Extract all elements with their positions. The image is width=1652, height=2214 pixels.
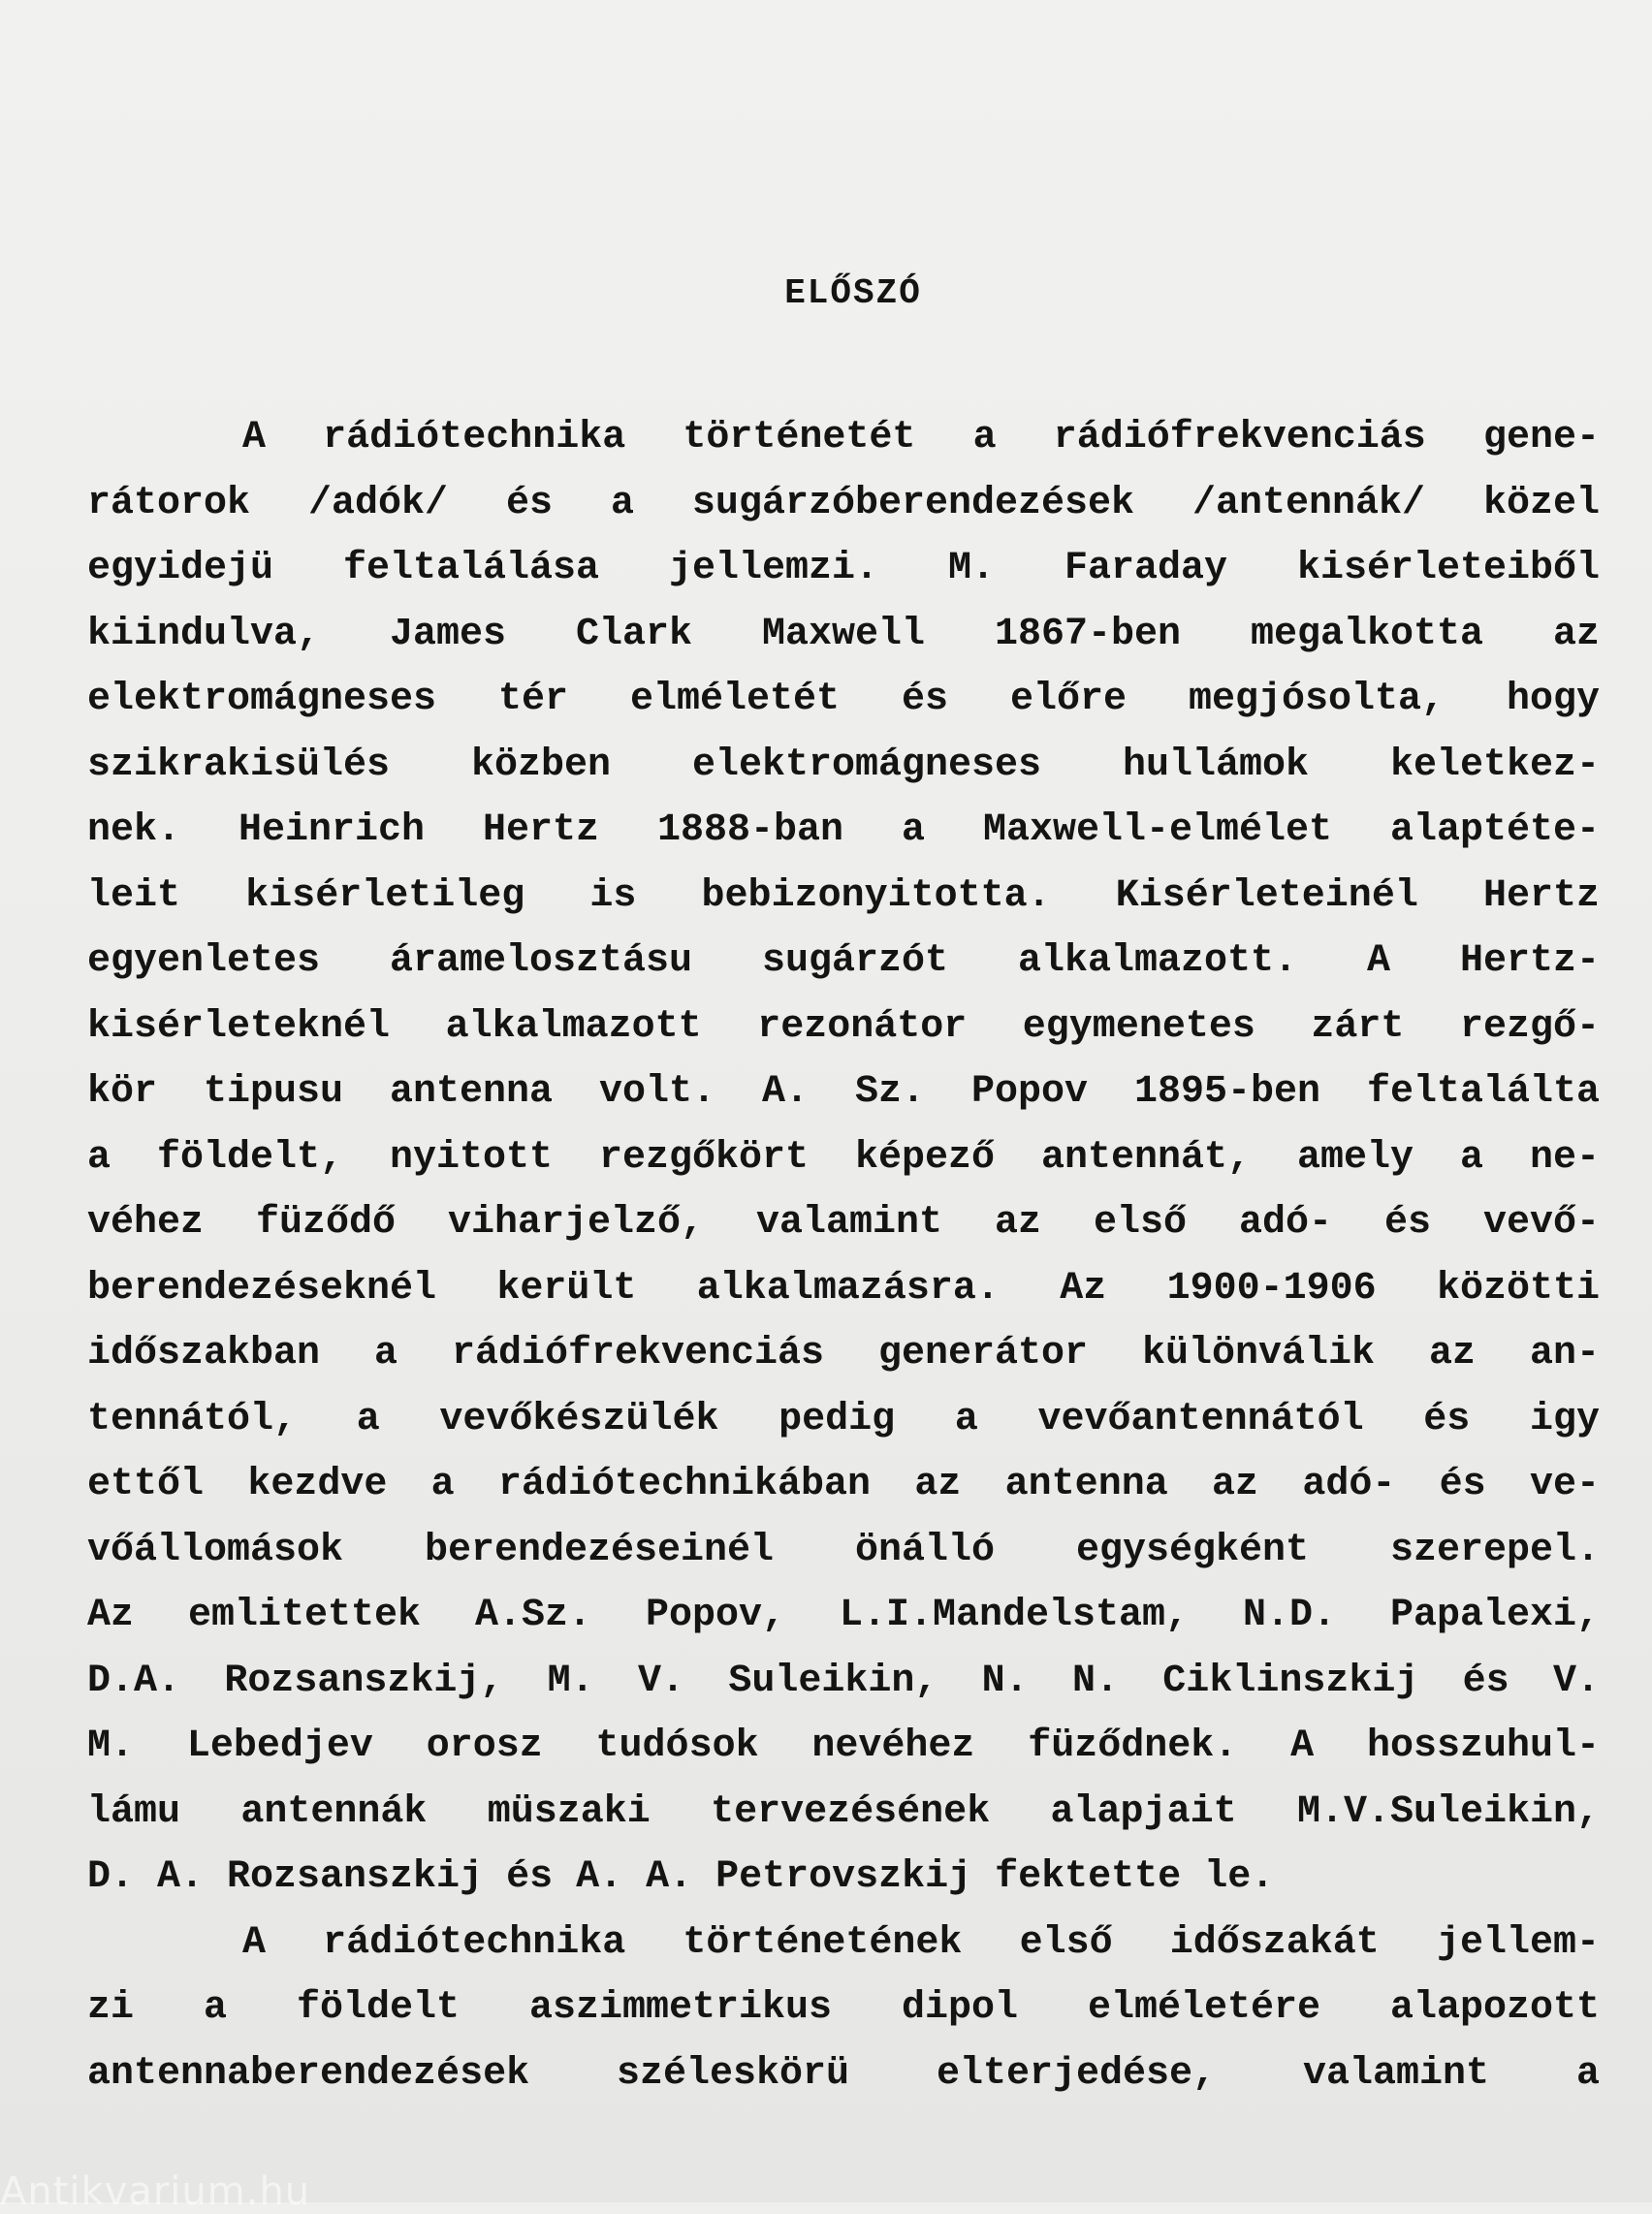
text-line: vőállomások berendezéseinél önálló egységként szerepel. [87,1528,1600,1572]
watermark: Antikvarium.hu [0,2169,311,2214]
text-line: véhez füződő viharjelző, valamint az első adó- és vevő- [87,1201,1600,1245]
text-line: antennaberendezések széleskörü elterjedése, valamint a [87,2051,1600,2096]
body-text [87,405,1600,2106]
text-line: A rádiótechnika történetét a rádiófrekvenciás gene- [242,416,1600,459]
text-line: zi a földelt aszimmetrikus dipol elméletére alapozott [87,1986,1600,2030]
text-line: rátorok /adók/ és a sugárzóberendezések /antennák/ közel [87,481,1600,525]
page-title: ELŐSZÓ [784,273,922,313]
text-line: M. Lebedjev orosz tudósok nevéhez füződnek. A hosszuhul- [87,1724,1600,1768]
text-line: D.A. Rozsanszkij, M. V. Suleikin, N. N. Ciklinszkij és V. [87,1659,1600,1703]
text-line: leit kisérletileg is bebizonyitotta. Kisérleteinél Hertz [87,873,1600,918]
text-line: időszakban a rádiófrekvenciás generátor különválik az an- [87,1332,1600,1376]
text-line: ettől kezdve a rádiótechnikában az antenna az adó- és ve- [87,1463,1600,1506]
text-line: A rádiótechnika történetének első időszakát jellem- [242,1920,1600,1965]
text-line: berendezéseknél került alkalmazásra. Az 1900-1906 közötti [87,1266,1600,1311]
text-line: szikrakisülés közben elektromágneses hullámok keletkez- [87,743,1600,787]
text-line: D. A. Rozsanszkij és A. A. Petrovszkij fektette le. [87,1855,1275,1899]
text-line: elektromágneses tér elméletét és előre megjósolta, hogy [87,678,1600,721]
text-line: a földelt, nyitott rezgőkört képező antennát, amely a ne- [87,1135,1600,1180]
text-line: egyidejü feltalálása jellemzi. M. Faraday kisérleteiből [87,547,1600,590]
text-line: kör tipusu antenna volt. A. Sz. Popov 1895-ben feltalálta [87,1070,1600,1114]
text-line: Az emlitettek A.Sz. Popov, L.I.Mandelstam, N.D. Papalexi, [87,1594,1600,1637]
text-line: tennától, a vevőkészülék pedig a vevőantennától és igy [87,1397,1600,1441]
text-line: nek. Heinrich Hertz 1888-ban a Maxwell-elmélet alaptéte- [87,808,1600,852]
text-line: kiindulva, James Clark Maxwell 1867-ben megalkotta az [87,612,1600,656]
text-line: kisérleteknél alkalmazott rezonátor egymenetes zárt rezgő- [87,1004,1600,1049]
text-line: lámu antennák müszaki tervezésének alapjait M.V.Suleikin, [87,1789,1600,1834]
text-line: egyenletes áramelosztásu sugárzót alkalmazott. A Hertz- [87,939,1600,983]
